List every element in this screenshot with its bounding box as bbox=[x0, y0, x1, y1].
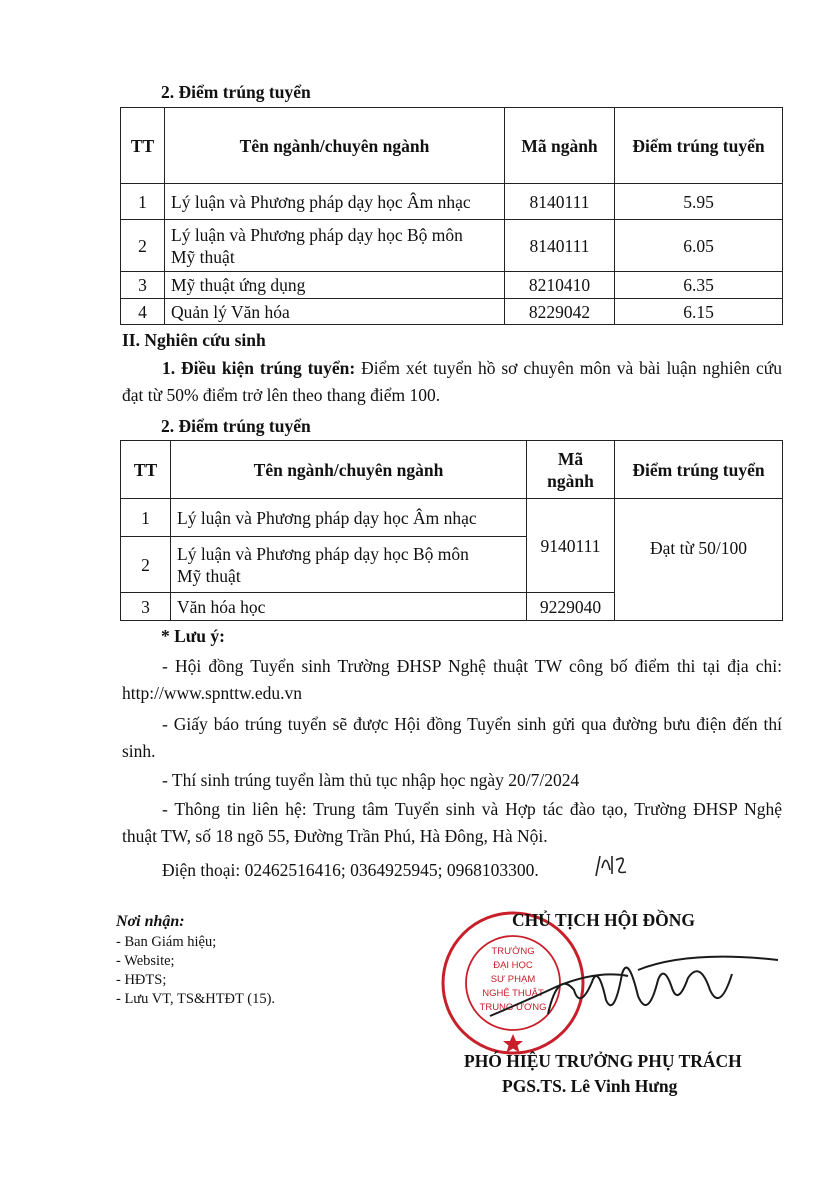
notes-heading: * Lưu ý: bbox=[161, 626, 225, 646]
table-row: 3 Mỹ thuật ứng dụng 8210410 6.35 bbox=[121, 272, 783, 299]
header-name: Tên ngành/chuyên ngành bbox=[165, 108, 505, 184]
table-row: 3 Văn hóa học 9229040 bbox=[121, 593, 783, 621]
table-row: 2 Lý luận và Phương pháp dạy học Bộ môn Mỹ thuật 8140111 6.05 bbox=[121, 220, 783, 272]
table-row: 4 Quản lý Văn hóa 8229042 6.15 bbox=[121, 299, 783, 325]
table-row: 1 Lý luận và Phương pháp dạy học Âm nhạc 8140111 5.95 bbox=[121, 184, 783, 220]
header-name: Tên ngành/chuyên ngành bbox=[171, 441, 527, 499]
seal-line: SƯ PHẠM bbox=[490, 974, 536, 985]
signature-title: CHỦ TỊCH HỘI ĐỒNG bbox=[512, 910, 695, 930]
condition-label: 1. Điều kiện trúng tuyển: bbox=[162, 358, 356, 378]
recipient-item: - HĐTS; bbox=[116, 972, 167, 988]
handwritten-signature bbox=[488, 930, 788, 1040]
header-score: Điểm trúng tuyển bbox=[615, 108, 783, 184]
note-item: - Thí sinh trúng tuyển làm thủ tục nhập học ngày 20/7/2024 bbox=[162, 770, 580, 790]
merged-code-cell: 9140111 bbox=[527, 499, 615, 593]
recipient-item: - Ban Giám hiệu; bbox=[116, 934, 217, 950]
seal-line: TRUNG ƯƠNG bbox=[479, 1002, 547, 1013]
signer-name: PGS.TS. Lê Vinh Hưng bbox=[502, 1076, 678, 1096]
merged-score-cell: Đạt từ 50/100 bbox=[615, 499, 783, 621]
section-a-heading: 2. Điểm trúng tuyển bbox=[161, 82, 311, 102]
admission-condition-paragraph bbox=[122, 355, 782, 409]
admission-score-table-masters bbox=[120, 107, 783, 325]
table-row: 1 Lý luận và Phương pháp dạy học Âm nhạc 9140111 Đạt từ 50/100 bbox=[121, 499, 783, 537]
header-tt: TT bbox=[121, 441, 171, 499]
table-row: 2 Lý luận và Phương pháp dạy học Bộ môn Mỹ thuật bbox=[121, 537, 783, 593]
seal-line: NGHỆ THUẬT bbox=[482, 988, 544, 999]
recipients-heading: Nơi nhận: bbox=[116, 913, 185, 930]
note-item: - Giấy báo trúng tuyển sẽ được Hội đồng Tuyển sinh gửi qua đường bưu điện đến thí sinh. bbox=[122, 714, 782, 761]
seal-line: TRƯỜNG bbox=[491, 946, 535, 957]
admission-score-table-doctoral bbox=[120, 440, 783, 621]
note-item: - Hội đồng Tuyển sinh Trường ĐHSP Nghệ thuật TW công bố điểm thi tại địa chỉ: http://www.spnttw.edu.vn bbox=[122, 656, 782, 703]
recipients-block bbox=[116, 912, 275, 1009]
seal-line: ĐẠI HỌC bbox=[493, 960, 533, 971]
recipient-item: - Lưu VT, TS&HTĐT (15). bbox=[116, 991, 276, 1007]
section-b-subheading: 2. Điểm trúng tuyển bbox=[161, 416, 311, 436]
note-phone: Điện thoại: 02462516416; 0364925945; 0968103300. bbox=[162, 860, 539, 880]
signature-position: PHÓ HIỆU TRƯỞNG PHỤ TRÁCH bbox=[464, 1051, 742, 1071]
note-item: - Thông tin liên hệ: Trung tâm Tuyển sinh và Hợp tác đào tạo, Trường ĐHSP Nghệ thuật TW, số 18 ngõ 55, Đường Trần Phú, Hà Đông, Hà Nội. bbox=[122, 799, 782, 846]
recipient-item: - Website; bbox=[116, 953, 175, 969]
initials-mark bbox=[590, 848, 634, 882]
section-b-heading: II. Nghiên cứu sinh bbox=[122, 330, 266, 350]
header-tt: TT bbox=[121, 108, 165, 184]
header-code: Mã ngành bbox=[505, 108, 615, 184]
condition-text: Điểm xét tuyển hồ sơ chuyên môn và bài luận nghiên cứu đạt từ 50% điểm trở lên theo thang điểm 100. bbox=[122, 358, 782, 405]
header-code: Mã ngành bbox=[527, 441, 615, 499]
header-score: Điểm trúng tuyển bbox=[615, 441, 783, 499]
